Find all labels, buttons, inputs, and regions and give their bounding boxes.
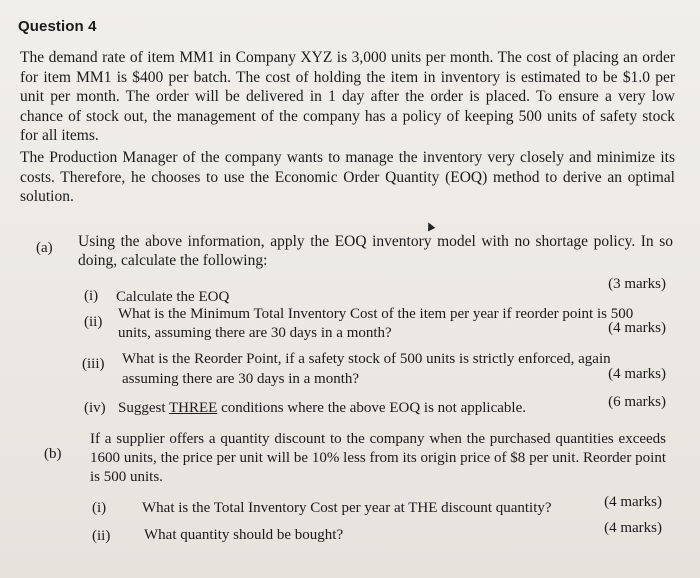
- part-a-i-text: Calculate the EOQ: [116, 289, 230, 305]
- problem-paragraph-2: The Production Manager of the company wants to manage the inventory very closely and minimize its costs. Therefore, he chooses to use the Economic Order Quantity (EOQ) method to derive an optimal solution.: [20, 149, 675, 205]
- part-a-iv-text-post: conditions where the above EOQ is not applicable.: [217, 400, 526, 416]
- part-a-iii-label: (iii): [82, 356, 105, 372]
- part-b-intro: If a supplier offers a quantity discount to the company when the purchased quantities exceeds 1600 units, the price per unit will be 10% less from its origin price of $8 per unit. Reorder point is 500 units.: [90, 431, 666, 485]
- part-a-i-marks: (3 marks): [608, 276, 666, 292]
- part-b-i-text: What is the Total Inventory Cost per year at THE discount quantity?: [142, 500, 552, 516]
- part-a-label: (a): [36, 240, 53, 256]
- question-heading: Question 4: [18, 18, 97, 35]
- part-a-iv-label: (iv): [84, 400, 106, 416]
- part-b-ii-text: What quantity should be bought?: [144, 527, 344, 543]
- part-a-intro: Using the above information, apply the EOQ inventory model with no shortage policy. In so doing, calculate the following:: [78, 233, 673, 269]
- part-a-iii-text-line1: What is the Reorder Point, if a safety stock of 500 units is strictly enforced, again: [122, 351, 611, 367]
- part-a-ii-text-line2: units, assuming there are 30 days in a month?: [118, 325, 392, 341]
- part-a-iv-marks: (6 marks): [608, 394, 666, 410]
- part-a-iv-text: [118, 399, 526, 418]
- part-b-label: (b): [44, 446, 62, 462]
- part-a-iv-text-pre: Suggest: [118, 400, 169, 416]
- problem-paragraph-1: The demand rate of item MM1 in Company XYZ is 3,000 units per month. The cost of placing an order for item MM1 is $400 per batch. The cost of holding the item in inventory is estimated to be $1.0 per unit per month. The order will be delivered in 1 day after the order is placed. To ensure a very low chance of stock out, the management of the company has a policy of keeping 500 units of safety stock for all items.: [20, 49, 675, 144]
- part-a-iii-text-line2: assuming there are 30 days in a month?: [122, 371, 360, 387]
- part-a-ii-text-line1: What is the Minimum Total Inventory Cost of the item per year if reorder point is 500: [118, 306, 634, 322]
- part-b-i-marks: (4 marks): [604, 494, 662, 510]
- cursor-arrow-icon: [425, 221, 436, 232]
- part-a-iii-marks: (4 marks): [608, 366, 666, 382]
- part-b-ii-label: (ii): [92, 528, 111, 544]
- part-b-i-label: (i): [92, 500, 107, 516]
- part-a-iv-text-emphasis: THREE: [168, 400, 218, 416]
- part-a-ii-label: (ii): [84, 314, 103, 330]
- part-b-ii-marks: (4 marks): [604, 520, 662, 536]
- part-a-i-label: (i): [84, 288, 99, 304]
- part-a-ii-marks: (4 marks): [608, 320, 666, 336]
